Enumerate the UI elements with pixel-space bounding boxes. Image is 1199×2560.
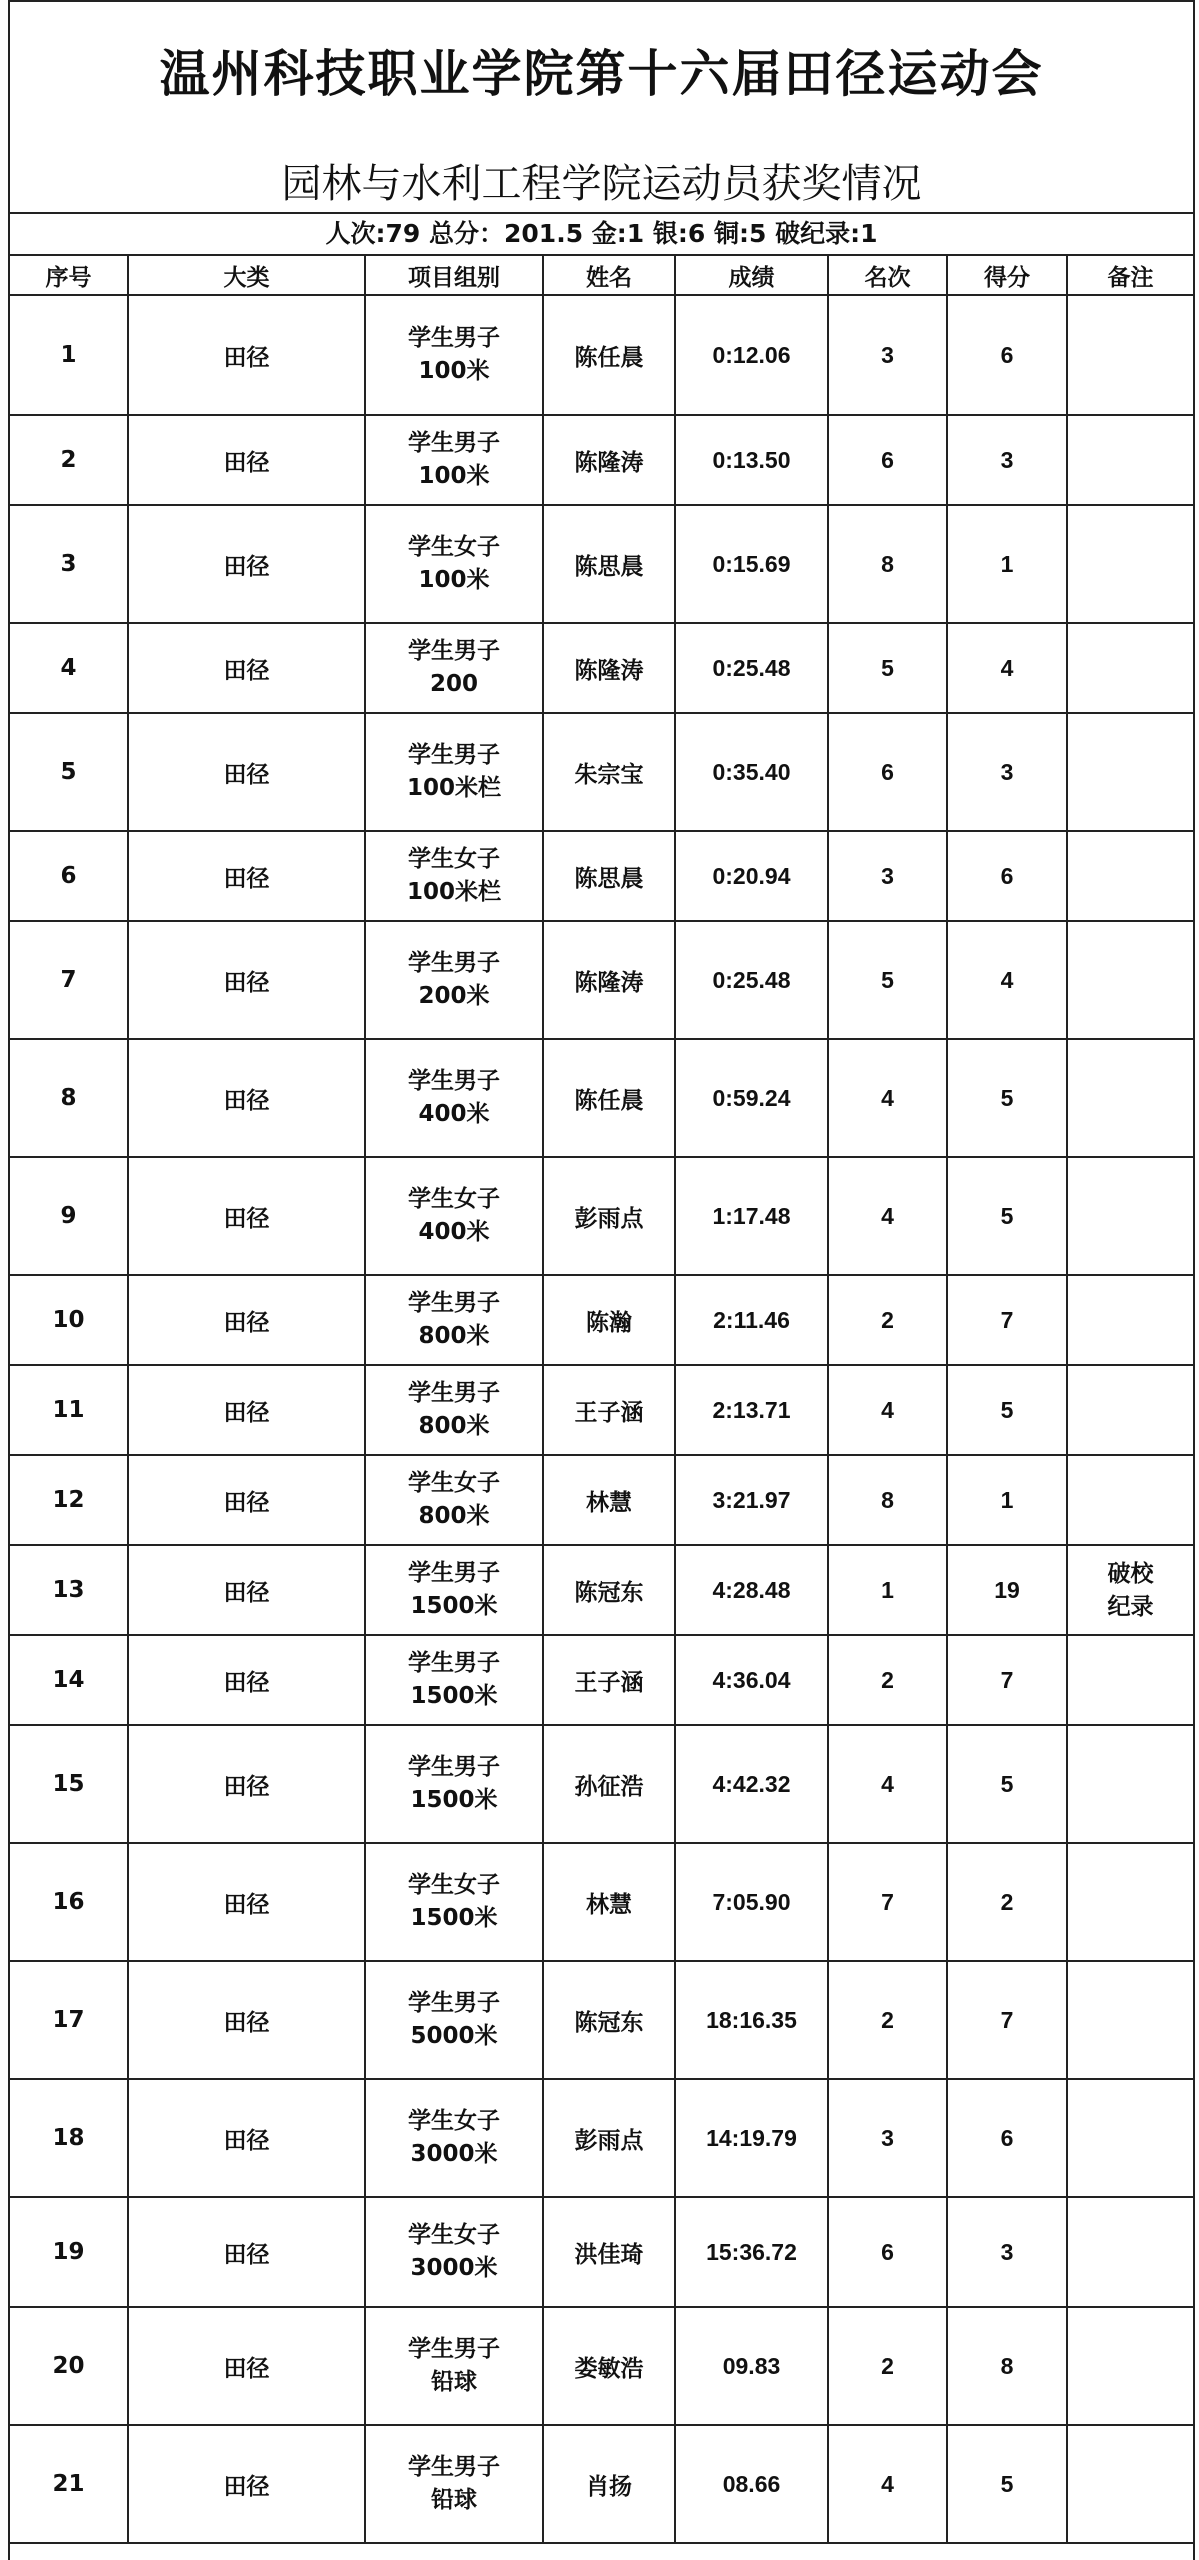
cell-note (1067, 1843, 1193, 1961)
cell-note (1067, 713, 1193, 831)
cell-score: 5 (947, 1157, 1067, 1275)
cell-score: 4 (947, 623, 1067, 713)
table-row (10, 1455, 1193, 1545)
cell-no: 3 (10, 505, 128, 623)
cell-category: 田径 (128, 1961, 365, 2079)
cell-category: 田径 (128, 1275, 365, 1365)
table-row (10, 1039, 1193, 1157)
cell-no: 20 (10, 2307, 128, 2425)
cell-score: 3 (947, 2197, 1067, 2307)
page-subtitle: 园林与水利工程学院运动员获奖情况 (281, 161, 922, 207)
column-header-rank: 名次 (828, 256, 947, 295)
cell-name: 陈冠东 (543, 1545, 675, 1635)
cell-name: 陈思晨 (543, 831, 675, 921)
cell-score: 7 (947, 1635, 1067, 1725)
cell-event: 学生男子 400米 (365, 1039, 543, 1157)
cell-event: 学生女子 100米 (365, 505, 543, 623)
cell-note: 破校 纪录 (1067, 1545, 1193, 1635)
cell-event: 学生男子 800米 (365, 1275, 543, 1365)
cell-result: 14:19.79 (675, 2079, 828, 2197)
cell-score: 5 (947, 2425, 1067, 2543)
cell-result: 0:12.06 (675, 295, 828, 415)
cell-rank: 3 (828, 295, 947, 415)
cell-score: 6 (947, 2079, 1067, 2197)
cell-category: 田径 (128, 295, 365, 415)
table-row (10, 713, 1193, 831)
cell-result: 08.66 (675, 2425, 828, 2543)
cell-rank: 4 (828, 1157, 947, 1275)
cell-no: 15 (10, 1725, 128, 1843)
table-row (10, 1275, 1193, 1365)
cell-name: 娄敏浩 (543, 2307, 675, 2425)
cell-name: 朱宗宝 (543, 713, 675, 831)
cell-event: 学生女子 3000米 (365, 2197, 543, 2307)
cell-score: 8 (947, 2307, 1067, 2425)
cell-name: 洪佳琦 (543, 2197, 675, 2307)
cell-name: 孙征浩 (543, 1725, 675, 1843)
table-row (10, 831, 1193, 921)
cell-score: 3 (947, 713, 1067, 831)
cell-no: 6 (10, 831, 128, 921)
cell-no: 11 (10, 1365, 128, 1455)
cell-note (1067, 623, 1193, 713)
cell-category: 田径 (128, 1039, 365, 1157)
cell-no: 1 (10, 295, 128, 415)
cell-name: 王子涵 (543, 1365, 675, 1455)
cell-score: 5 (947, 1039, 1067, 1157)
table-row (10, 921, 1193, 1039)
cell-note (1067, 1455, 1193, 1545)
cell-note (1067, 2079, 1193, 2197)
cell-rank: 6 (828, 415, 947, 505)
cell-score: 1 (947, 1455, 1067, 1545)
table-row (10, 1157, 1193, 1275)
cell-event: 学生男子 1500米 (365, 1725, 543, 1843)
table-row (10, 2425, 1193, 2543)
cell-rank: 4 (828, 1725, 947, 1843)
cell-category: 田径 (128, 1843, 365, 1961)
cell-note (1067, 415, 1193, 505)
column-header-no: 序号 (10, 256, 128, 295)
cell-result: 0:25.48 (675, 921, 828, 1039)
cell-note (1067, 1365, 1193, 1455)
column-header-category: 大类 (128, 256, 365, 295)
header-row (10, 256, 1193, 295)
cell-rank: 4 (828, 1365, 947, 1455)
cell-score: 7 (947, 1961, 1067, 2079)
cell-category: 田径 (128, 415, 365, 505)
cell-category: 田径 (128, 505, 365, 623)
cell-rank: 8 (828, 505, 947, 623)
cell-name: 陈隆涛 (543, 623, 675, 713)
cell-rank: 4 (828, 2425, 947, 2543)
cell-result: 1:17.48 (675, 1157, 828, 1275)
cell-result: 3:21.97 (675, 1455, 828, 1545)
cell-name: 陈思晨 (543, 505, 675, 623)
cell-note (1067, 2197, 1193, 2307)
cell-name: 肖扬 (543, 2425, 675, 2543)
cell-note (1067, 1039, 1193, 1157)
cell-no: 9 (10, 1157, 128, 1275)
cell-category: 田径 (128, 1157, 365, 1275)
cell-no: 14 (10, 1635, 128, 1725)
cell-name: 彭雨点 (543, 1157, 675, 1275)
cell-event: 学生女子 3000米 (365, 2079, 543, 2197)
cell-result: 0:59.24 (675, 1039, 828, 1157)
title-block (10, 2, 1193, 214)
cell-note (1067, 1157, 1193, 1275)
table-row (10, 505, 1193, 623)
cell-score: 7 (947, 1275, 1067, 1365)
column-header-score: 得分 (947, 256, 1067, 295)
cell-event: 学生男子 100米 (365, 415, 543, 505)
cell-no: 19 (10, 2197, 128, 2307)
cell-result: 4:28.48 (675, 1545, 828, 1635)
cell-category: 田径 (128, 1455, 365, 1545)
cell-no: 17 (10, 1961, 128, 2079)
cell-rank: 5 (828, 623, 947, 713)
cell-event: 学生男子 1500米 (365, 1545, 543, 1635)
cell-event: 学生男子 100米栏 (365, 713, 543, 831)
cell-note (1067, 831, 1193, 921)
cell-score: 5 (947, 1725, 1067, 1843)
cell-result: 2:11.46 (675, 1275, 828, 1365)
cell-score: 19 (947, 1545, 1067, 1635)
cell-event: 学生女子 800米 (365, 1455, 543, 1545)
table-row (10, 1961, 1193, 2079)
table-row (10, 2307, 1193, 2425)
cell-score: 1 (947, 505, 1067, 623)
column-header-name: 姓名 (543, 256, 675, 295)
cell-result: 4:42.32 (675, 1725, 828, 1843)
table-row (10, 1725, 1193, 1843)
cell-category: 田径 (128, 1545, 365, 1635)
cell-name: 陈冠东 (543, 1961, 675, 2079)
table-row (10, 2079, 1193, 2197)
cell-rank: 2 (828, 1961, 947, 2079)
cell-rank: 8 (828, 1455, 947, 1545)
cell-event: 学生男子 1500米 (365, 1635, 543, 1725)
summary-line: 人次:79 总分：201.5 金:1 银:6 铜:5 破纪录:1 (10, 214, 1193, 256)
cell-note (1067, 505, 1193, 623)
cell-no: 2 (10, 415, 128, 505)
table-body (10, 295, 1193, 2543)
cell-category: 田径 (128, 623, 365, 713)
cell-score: 6 (947, 831, 1067, 921)
cell-note (1067, 1635, 1193, 1725)
cell-category: 田径 (128, 2425, 365, 2543)
cell-note (1067, 1275, 1193, 1365)
page-title: 温州科技职业学院第十六届田径运动会 (159, 45, 1044, 103)
cell-result: 0:15.69 (675, 505, 828, 623)
column-header-event: 项目组别 (365, 256, 543, 295)
table-row (10, 1635, 1193, 1725)
cell-name: 王子涵 (543, 1635, 675, 1725)
cell-no: 18 (10, 2079, 128, 2197)
cell-event: 学生男子 200 (365, 623, 543, 713)
cell-no: 16 (10, 1843, 128, 1961)
cell-event: 学生男子 铅球 (365, 2307, 543, 2425)
cell-name: 陈任晨 (543, 1039, 675, 1157)
cell-name: 林慧 (543, 1455, 675, 1545)
cell-event: 学生男子 100米 (365, 295, 543, 415)
table-row (10, 1365, 1193, 1455)
cell-rank: 2 (828, 1275, 947, 1365)
cell-event: 学生男子 5000米 (365, 1961, 543, 2079)
cell-category: 田径 (128, 1635, 365, 1725)
cell-result: 09.83 (675, 2307, 828, 2425)
cell-note (1067, 2425, 1193, 2543)
cell-rank: 2 (828, 2307, 947, 2425)
cell-rank: 3 (828, 2079, 947, 2197)
cell-name: 陈隆涛 (543, 921, 675, 1039)
cell-category: 田径 (128, 1365, 365, 1455)
cell-no: 5 (10, 713, 128, 831)
cell-no: 13 (10, 1545, 128, 1635)
column-header-note: 备注 (1067, 256, 1193, 295)
cell-result: 4:36.04 (675, 1635, 828, 1725)
cell-score: 3 (947, 415, 1067, 505)
cell-event: 学生女子 100米栏 (365, 831, 543, 921)
cell-result: 7:05.90 (675, 1843, 828, 1961)
cell-note (1067, 295, 1193, 415)
cell-score: 6 (947, 295, 1067, 415)
cell-category: 田径 (128, 2079, 365, 2197)
table-row (10, 1843, 1193, 1961)
cell-category: 田径 (128, 713, 365, 831)
results-table (10, 256, 1193, 2544)
cell-result: 18:16.35 (675, 1961, 828, 2079)
cell-rank: 6 (828, 713, 947, 831)
cell-note (1067, 2307, 1193, 2425)
cell-score: 2 (947, 1843, 1067, 1961)
cell-rank: 7 (828, 1843, 947, 1961)
cell-name: 彭雨点 (543, 2079, 675, 2197)
cell-result: 0:25.48 (675, 623, 828, 713)
cell-no: 7 (10, 921, 128, 1039)
table-row (10, 623, 1193, 713)
table-row (10, 415, 1193, 505)
cell-result: 2:13.71 (675, 1365, 828, 1455)
cell-name: 陈任晨 (543, 295, 675, 415)
table-row (10, 295, 1193, 415)
cell-no: 12 (10, 1455, 128, 1545)
cell-no: 8 (10, 1039, 128, 1157)
cell-no: 4 (10, 623, 128, 713)
cell-rank: 6 (828, 2197, 947, 2307)
cell-event: 学生女子 1500米 (365, 1843, 543, 1961)
cell-result: 0:35.40 (675, 713, 828, 831)
cell-event: 学生男子 铅球 (365, 2425, 543, 2543)
cell-note (1067, 1725, 1193, 1843)
cell-category: 田径 (128, 831, 365, 921)
cell-event: 学生男子 800米 (365, 1365, 543, 1455)
cell-event: 学生女子 400米 (365, 1157, 543, 1275)
cell-result: 0:20.94 (675, 831, 828, 921)
table-row (10, 2197, 1193, 2307)
cell-result: 15:36.72 (675, 2197, 828, 2307)
cell-category: 田径 (128, 2307, 365, 2425)
cell-result: 0:13.50 (675, 415, 828, 505)
cell-score: 5 (947, 1365, 1067, 1455)
cell-rank: 5 (828, 921, 947, 1039)
cell-name: 林慧 (543, 1843, 675, 1961)
cell-rank: 4 (828, 1039, 947, 1157)
cell-category: 田径 (128, 2197, 365, 2307)
cell-name: 陈隆涛 (543, 415, 675, 505)
cell-rank: 1 (828, 1545, 947, 1635)
table-row (10, 1545, 1193, 1635)
results-sheet (8, 0, 1195, 2560)
cell-note (1067, 1961, 1193, 2079)
cell-event: 学生男子 200米 (365, 921, 543, 1039)
cell-no: 21 (10, 2425, 128, 2543)
cell-category: 田径 (128, 1725, 365, 1843)
cell-note (1067, 921, 1193, 1039)
cell-category: 田径 (128, 921, 365, 1039)
cell-no: 10 (10, 1275, 128, 1365)
column-header-result: 成绩 (675, 256, 828, 295)
cell-name: 陈瀚 (543, 1275, 675, 1365)
cell-rank: 3 (828, 831, 947, 921)
cell-score: 4 (947, 921, 1067, 1039)
cell-rank: 2 (828, 1635, 947, 1725)
